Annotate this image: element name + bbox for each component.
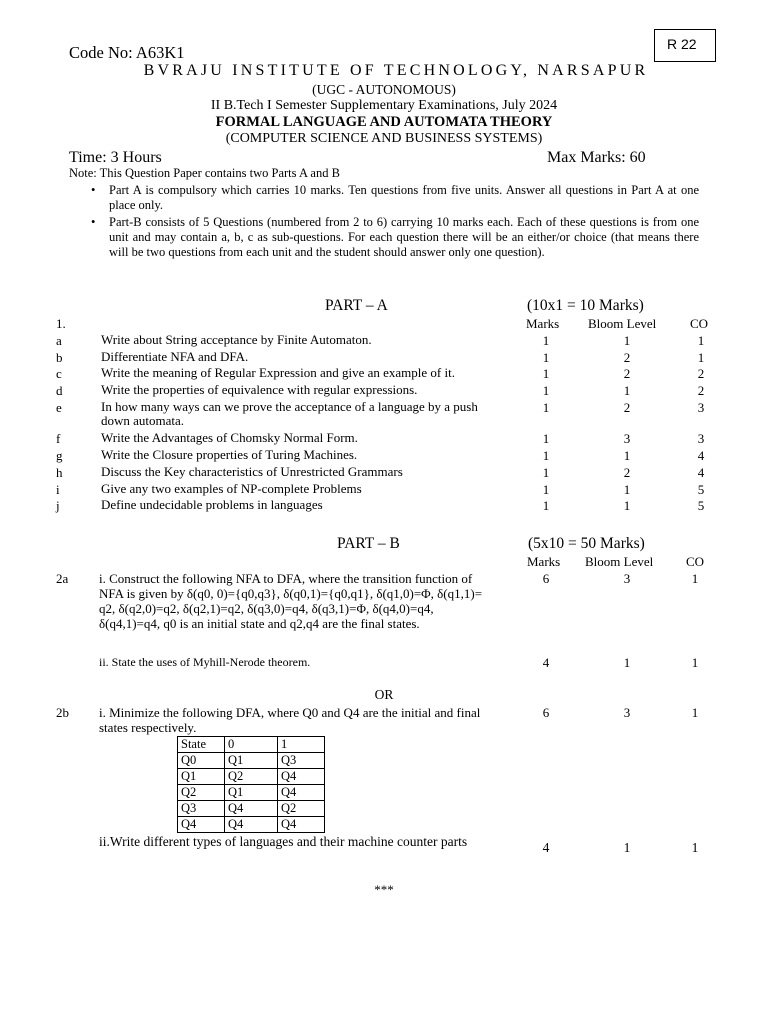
subject-title: FORMAL LANGUAGE AND AUTOMATA THEORY <box>215 114 553 130</box>
code-number: Code No: A63K1 <box>69 43 185 62</box>
table-cell: Q1 <box>225 785 278 801</box>
question-bloom: 1 <box>623 383 631 398</box>
question-marks: 1 <box>542 431 550 446</box>
question-co: 5 <box>697 482 705 497</box>
bloom-column-header: Bloom Level <box>588 316 657 331</box>
question-bloom: 1 <box>623 448 631 463</box>
marks-column-header: Marks <box>526 316 560 331</box>
question-label: g <box>56 448 63 463</box>
regulation-badge: R 22 <box>654 29 716 62</box>
question-label: f <box>56 431 61 446</box>
question-co: 3 <box>697 431 705 446</box>
table-cell: Q2 <box>178 785 225 801</box>
table-cell: Q4 <box>278 817 325 833</box>
question-marks: 4 <box>542 840 550 855</box>
table-cell: 1 <box>278 737 325 753</box>
question-label: i <box>56 482 60 497</box>
question-text: ii.Write different types of languages and their machine counter parts <box>99 834 468 849</box>
question-bloom: 2 <box>623 465 631 480</box>
question-co: 4 <box>697 448 705 463</box>
part-a-title: PART – A <box>325 297 388 314</box>
question-co: 5 <box>697 498 705 513</box>
marks-column-header: Marks <box>527 554 561 569</box>
part-b-marks-note: (5x10 = 50 Marks) <box>528 535 645 552</box>
question-co: 2 <box>697 366 705 381</box>
bloom-column-header: Bloom Level <box>585 554 654 569</box>
question-text: i. Construct the following NFA to DFA, where the transition function of NFA is given by δ(q0, 0)={q0,q3}, δ(q0,1)={q0,q1}, δ(q1,0)=Φ, δ(q1,1)= q2, δ(q2,0)=q2, δ(q2,1)=q2, δ(q3,0)=q4, δ(q3,1)=Φ, δ(q4,0)=q4, δ(q4,1)=q4, q0 is an initial state and q2,q4 are the final states. <box>99 571 483 631</box>
question-bloom: 1 <box>623 498 631 513</box>
question-label: c <box>56 366 62 381</box>
question-label: 2b <box>56 705 69 720</box>
table-cell: Q2 <box>225 769 278 785</box>
table-cell: Q4 <box>225 817 278 833</box>
question-label: d <box>56 383 63 398</box>
question-bloom: 2 <box>623 366 631 381</box>
table-cell: 0 <box>225 737 278 753</box>
question-marks: 1 <box>542 400 550 415</box>
question-co: 2 <box>697 383 705 398</box>
question-label: a <box>56 333 62 348</box>
table-row <box>178 785 325 801</box>
question-text: Write the Closure properties of Turing Machines. <box>101 447 358 462</box>
end-mark: *** <box>374 882 394 897</box>
question-co: 1 <box>691 655 699 670</box>
note-bullet: • Part-B consists of 5 Questions (numbered from 2 to 6) carrying 10 marks each. Each of these questions is from one unit and may contain a, b, c as sub-questions. For each question there will be an either/or choice (that means there will be two questions from each unit and the student should answer only one question). <box>89 215 699 260</box>
table-cell: Q4 <box>178 817 225 833</box>
question-marks: 1 <box>542 383 550 398</box>
question-co: 1 <box>691 705 699 720</box>
question-text: Define undecidable problems in languages <box>101 497 323 512</box>
question-marks: 6 <box>542 571 550 586</box>
table-row <box>178 817 325 833</box>
question-label: h <box>56 465 63 480</box>
question-marks: 1 <box>542 498 550 513</box>
question-text: Write the meaning of Regular Expression and give an example of it. <box>101 365 455 380</box>
question-co: 1 <box>691 571 699 586</box>
table-cell: Q4 <box>278 785 325 801</box>
question-co: 1 <box>691 840 699 855</box>
question-text: In how many ways can we prove the acceptance of a language by a push down automata. <box>101 399 478 428</box>
question-text: Write the properties of equivalence with regular expressions. <box>101 382 418 397</box>
question-bloom: 3 <box>623 431 631 446</box>
question-text: Write the Advantages of Chomsky Normal Form. <box>101 430 358 445</box>
table-cell: Q1 <box>225 753 278 769</box>
question-label: e <box>56 400 62 415</box>
note-bullet: • Part A is compulsory which carries 10 marks. Ten questions from five units. Answer all questions in Part A at one place only. <box>89 183 699 213</box>
question-number: 1. <box>56 316 66 331</box>
table-cell: Q0 <box>178 753 225 769</box>
question-label: b <box>56 350 63 365</box>
part-a-marks-note: (10x1 = 10 Marks) <box>527 297 644 314</box>
co-column-header: CO <box>686 554 705 569</box>
table-cell: State <box>178 737 225 753</box>
department-label: (COMPUTER SCIENCE AND BUSINESS SYSTEMS) <box>225 131 543 146</box>
question-bloom: 2 <box>623 400 631 415</box>
question-marks: 1 <box>542 465 550 480</box>
table-row <box>178 801 325 817</box>
question-marks: 1 <box>542 366 550 381</box>
table-cell: Q2 <box>278 801 325 817</box>
table-cell: Q3 <box>178 801 225 817</box>
question-marks: 6 <box>542 705 550 720</box>
table-header-row <box>178 737 325 753</box>
dfa-transition-table <box>177 736 325 833</box>
question-text: i. Minimize the following DFA, where Q0 and Q4 are the initial and final states respectively. <box>99 705 481 735</box>
question-text: Write about String acceptance by Finite Automaton. <box>101 332 372 347</box>
institute-name: BVRAJU INSTITUTE OF TECHNOLOGY, NARSAPUR <box>143 62 649 79</box>
question-bloom: 1 <box>623 482 631 497</box>
question-label: 2a <box>56 571 69 586</box>
note-bullets <box>89 183 699 262</box>
question-co: 3 <box>697 400 705 415</box>
table-row <box>178 753 325 769</box>
question-marks: 1 <box>542 350 550 365</box>
question-bloom: 3 <box>623 705 631 720</box>
exam-duration: Time: 3 Hours <box>69 149 162 166</box>
question-co: 1 <box>697 333 705 348</box>
table-cell: Q3 <box>278 753 325 769</box>
question-co: 1 <box>697 350 705 365</box>
or-separator: OR <box>374 687 394 702</box>
exam-title: II B.Tech I Semester Supplementary Examinations, July 2024 <box>210 98 558 113</box>
question-marks: 1 <box>542 448 550 463</box>
question-text: Differentiate NFA and DFA. <box>101 349 249 364</box>
question-bloom: 1 <box>623 840 631 855</box>
question-marks: 4 <box>542 655 550 670</box>
table-cell: Q1 <box>178 769 225 785</box>
question-bloom: 3 <box>623 571 631 586</box>
max-marks: Max Marks: 60 <box>547 149 646 166</box>
question-text: ii. State the uses of Myhill-Nerode theorem. <box>99 655 311 669</box>
question-bloom: 1 <box>623 333 631 348</box>
question-label: j <box>56 498 60 513</box>
table-cell: Q4 <box>225 801 278 817</box>
question-bloom: 1 <box>623 655 631 670</box>
question-marks: 1 <box>542 333 550 348</box>
question-text: Discuss the Key characteristics of Unrestricted Grammars <box>101 464 403 479</box>
question-bloom: 2 <box>623 350 631 365</box>
autonomy-label: (UGC - AUTONOMOUS) <box>312 82 456 97</box>
question-text: Give any two examples of NP-complete Problems <box>101 481 362 496</box>
table-cell: Q4 <box>278 769 325 785</box>
part-b-title: PART – B <box>337 535 400 552</box>
co-column-header: CO <box>690 316 709 331</box>
question-co: 4 <box>697 465 705 480</box>
table-row <box>178 769 325 785</box>
note-intro: Note: This Question Paper contains two Parts A and B <box>69 166 340 180</box>
question-marks: 1 <box>542 482 550 497</box>
